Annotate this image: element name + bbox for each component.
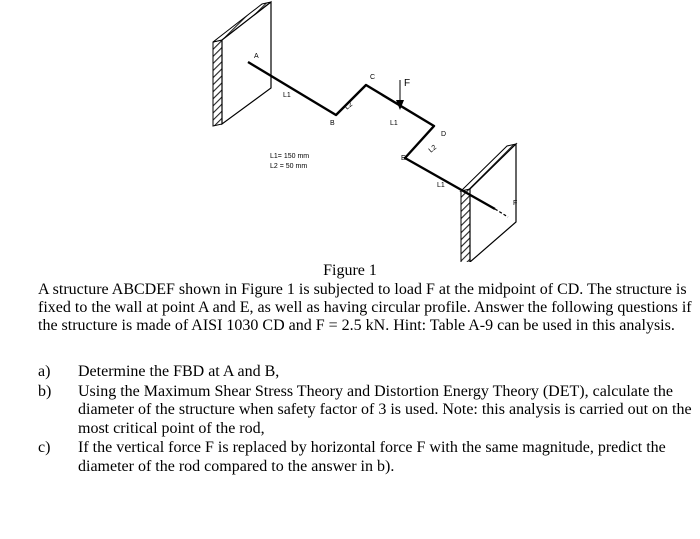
- label-b: B: [330, 120, 335, 127]
- label-l1-cd: L1: [390, 120, 398, 127]
- label-l2-de: L2: [427, 144, 439, 155]
- question-c: [38, 439, 693, 476]
- structure-figure: [0, 0, 700, 262]
- question-c-label: c): [38, 439, 51, 456]
- dimension-l1: L1= 150 mm: [270, 153, 310, 160]
- structure-diagram: [0, 0, 700, 262]
- label-f-end: F: [513, 200, 518, 207]
- question-a: [38, 363, 693, 382]
- dimension-l2: L2 = 50 mm: [270, 163, 308, 170]
- problem-statement: A structure ABCDEF shown in Figure 1 is subjected to load F at the midpoint of CD. The structure is fixed to the wall at point A and E, as well as having circular profile. Answer the following questions if the structure is made of AISI 1030 CD and F = 2.5 kN. Hint: Table A-9 can be used in this analysis.: [38, 281, 692, 334]
- right-wall: [461, 144, 516, 262]
- label-d: D: [441, 131, 447, 138]
- question-c-text: If the vertical force F is replaced by horizontal force F with the same magnitude, predict the diameter of the rod compared to the answer in b).: [78, 439, 666, 475]
- label-a: A: [254, 53, 259, 60]
- label-c: C: [370, 74, 376, 81]
- figure-caption: Figure 1: [323, 262, 377, 279]
- label-e: E: [401, 155, 406, 162]
- question-b-text: Using the Maximum Shear Stress Theory and Distortion Energy Theory (DET), calculate the diameter of the structure when safety factor of 3 is used. Note: this analysis is carried out on the most critical point of the rod,: [78, 382, 692, 437]
- left-wall: [213, 2, 271, 126]
- question-b-label: b): [38, 382, 52, 400]
- question-list: [38, 363, 693, 477]
- label-l1-ef: L1: [437, 182, 445, 189]
- label-f-load: F: [404, 78, 411, 89]
- rod-abcdef: [248, 62, 495, 209]
- question-a-text: Determine the FBD at A and B,: [78, 363, 280, 380]
- label-l2-bc: L2: [343, 101, 355, 112]
- load-arrow: [396, 80, 404, 110]
- question-a-label: a): [38, 363, 51, 380]
- label-l1-ab: L1: [283, 92, 291, 99]
- question-b: [38, 383, 693, 439]
